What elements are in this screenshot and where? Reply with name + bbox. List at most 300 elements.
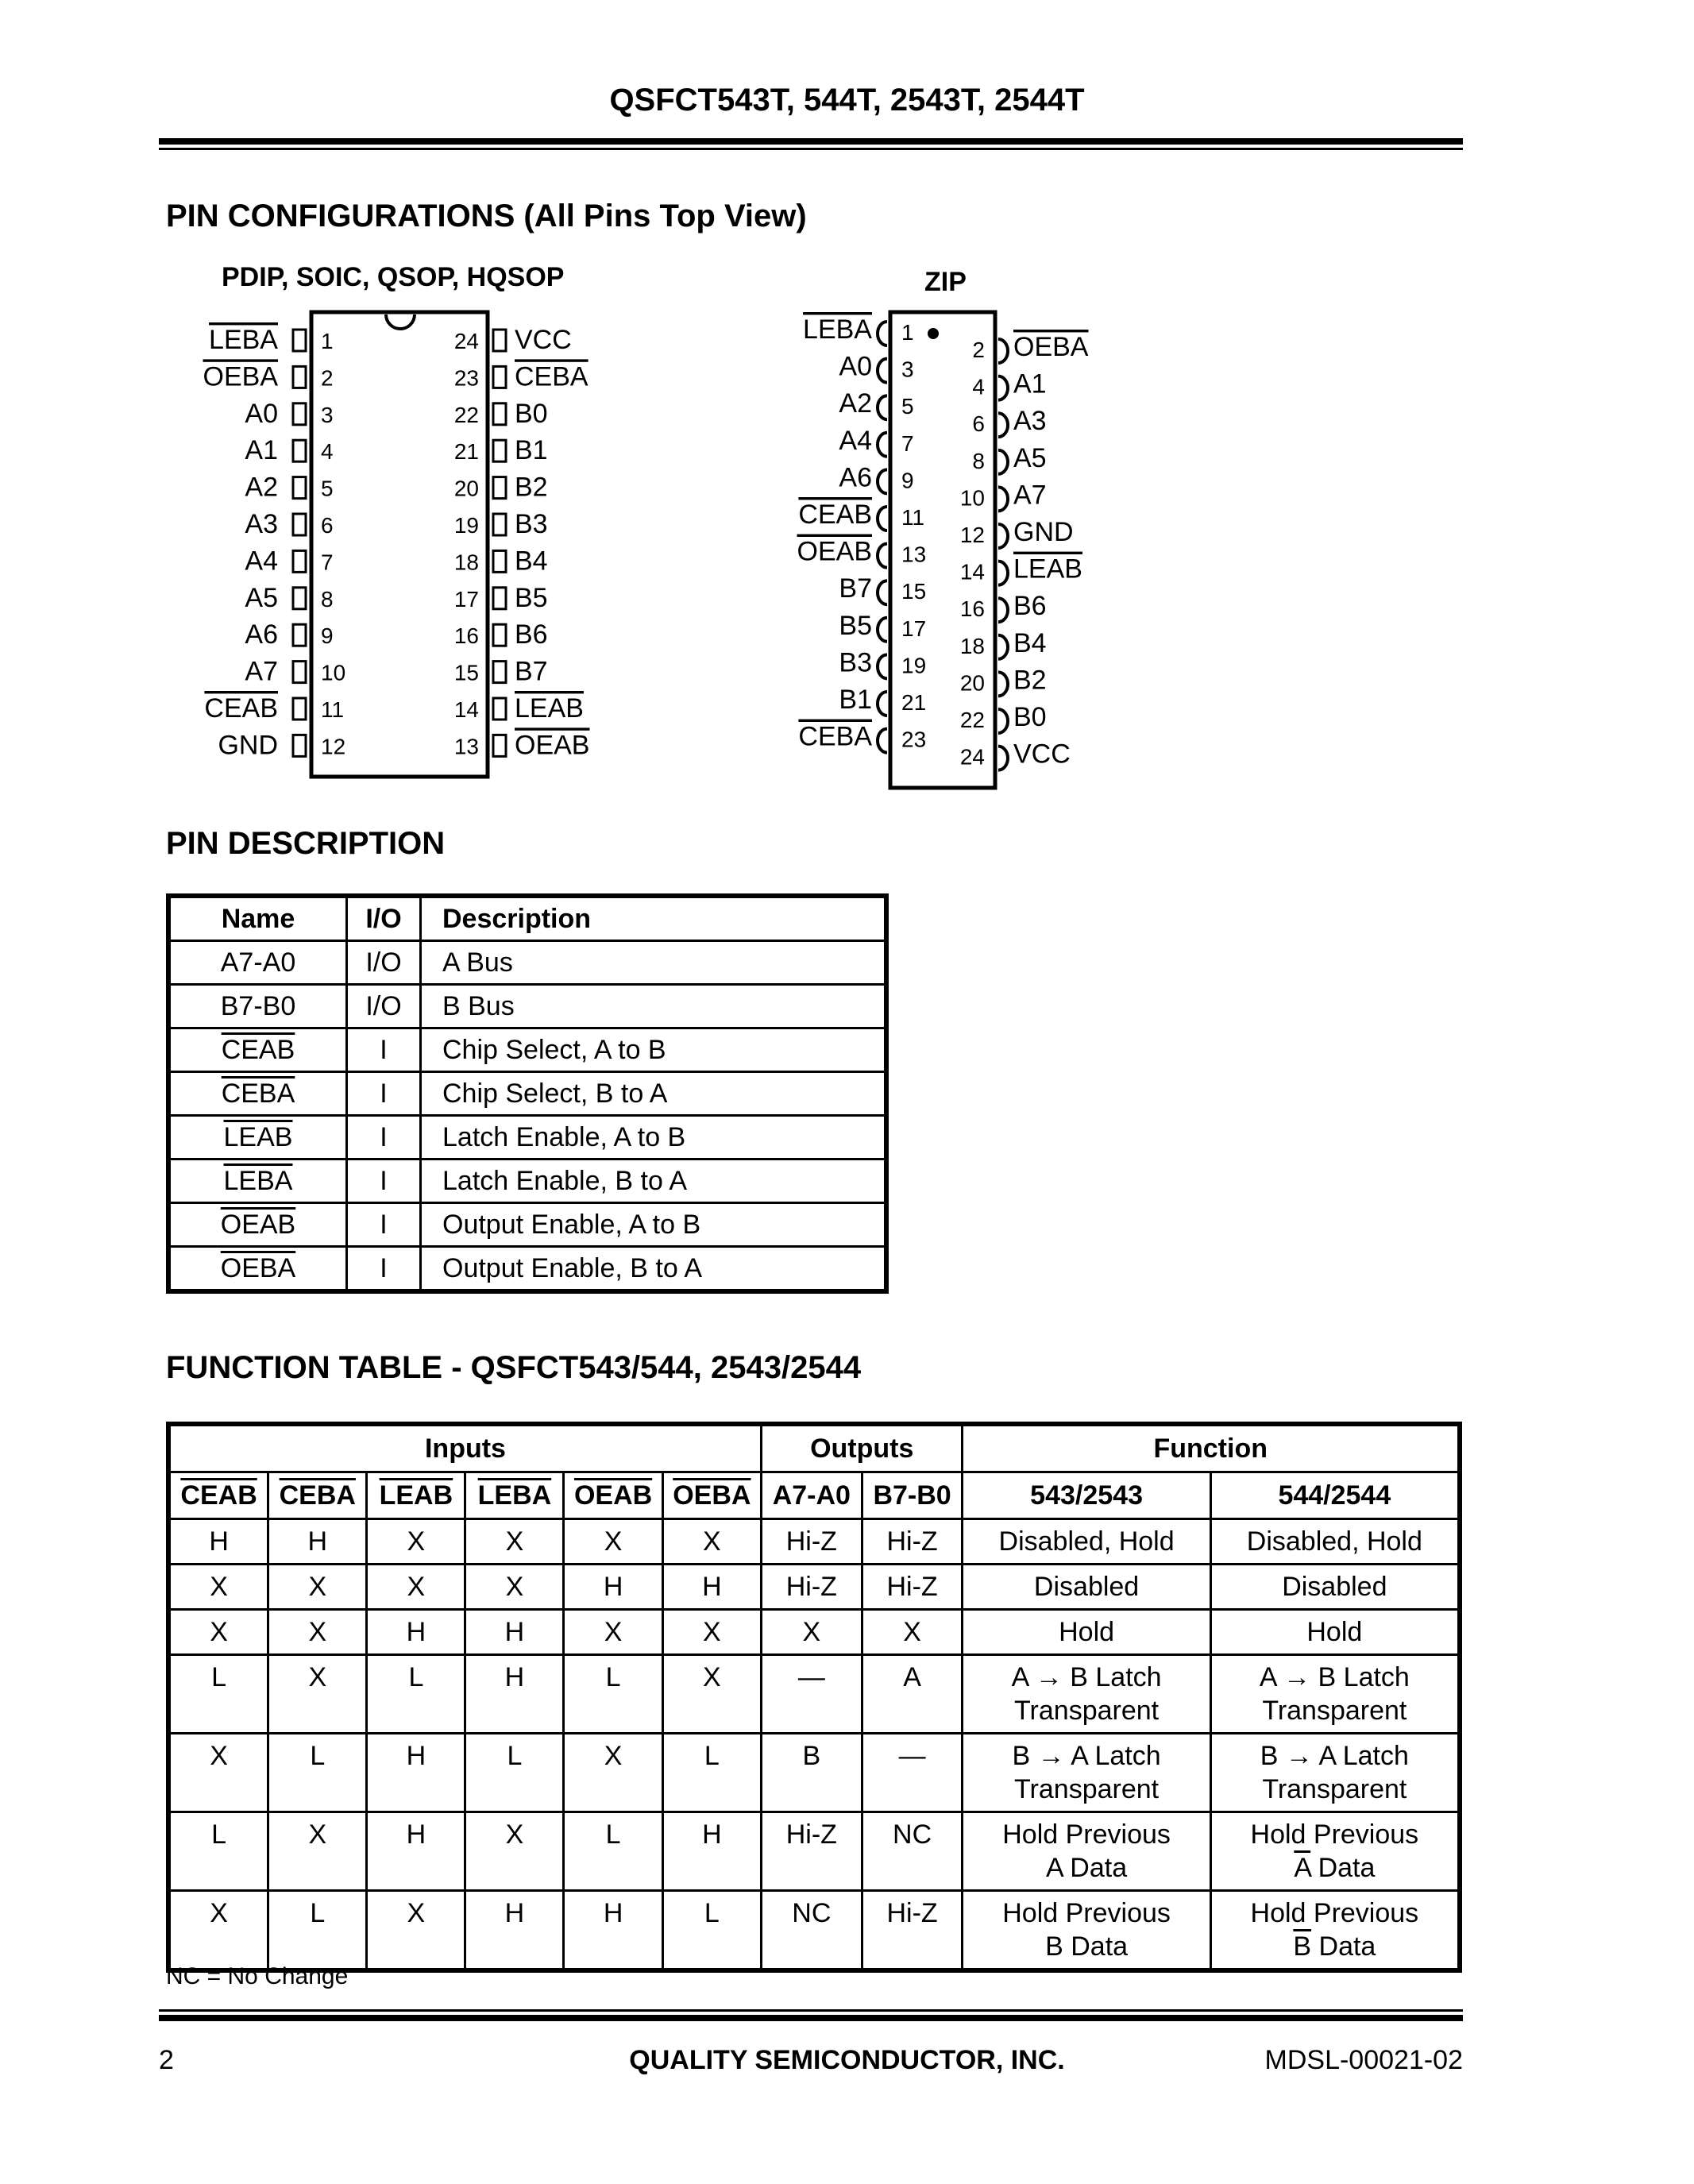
dip-pin-number: 17 [453, 586, 479, 612]
table-cell: L [168, 1655, 268, 1734]
function-line-1: Disabled [1282, 1572, 1387, 1602]
dip-pin-name: B2 [515, 472, 548, 503]
zip-package-label: ZIP [924, 267, 967, 297]
dip-pin-number: 2 [321, 365, 334, 391]
zip-pin-name: CEAB [798, 500, 872, 530]
document-id: MDSL-00021-02 [1264, 2045, 1463, 2075]
zip-pin-name: A4 [839, 425, 872, 456]
table-cell: H [564, 1891, 662, 1971]
table-cell: H [465, 1610, 564, 1655]
pin-io-cell: I/O [347, 941, 421, 985]
function-line-1: Hold Previous [1250, 1898, 1419, 1928]
table-cell: X [168, 1891, 268, 1971]
dip-pin-lead-icon [493, 550, 506, 572]
function-cell [963, 1610, 1210, 1655]
table-cell: X [761, 1610, 862, 1655]
table-cell: X [367, 1565, 465, 1610]
function-cell [963, 1812, 1210, 1891]
page-number: 2 [159, 2045, 174, 2075]
table-cell: Hi-Z [862, 1519, 963, 1565]
inverted-signal: $\overline{A}$ [1294, 1853, 1311, 1883]
dip-pin-lead-icon [293, 330, 306, 351]
zip-pin-number: 3 [901, 357, 914, 382]
dip-pin-number: 5 [321, 476, 334, 501]
function-line-1: Disabled, Hold [998, 1526, 1175, 1557]
table-cell: X [168, 1610, 268, 1655]
pin-description-cell: Output Enable, B to A [421, 1247, 887, 1292]
footer-rule-thin [159, 2009, 1463, 2012]
dip-pin-number: 9 [321, 623, 334, 649]
function-line-2: Transparent [1014, 1774, 1160, 1804]
table-cell: L [662, 1734, 761, 1812]
column-header: B7-B0 [862, 1472, 963, 1519]
table-row [168, 1734, 1460, 1812]
function-cell [1210, 1734, 1460, 1812]
table-cell: X [268, 1565, 367, 1610]
zip-pin-name: B6 [1013, 591, 1047, 622]
pin-description-cell: Chip Select, B to A [421, 1072, 887, 1116]
table-row [168, 1891, 1460, 1971]
zip-pin-name: A0 [839, 351, 872, 382]
zip-pin-number: 7 [901, 430, 914, 456]
zip-pin-name: OEAB [797, 536, 872, 567]
zip-pin-name: B7 [839, 573, 872, 604]
dip-pin-name: B6 [515, 619, 548, 650]
function-cell [963, 1655, 1210, 1734]
column-header: OEAB [564, 1472, 662, 1519]
table-cell: X [564, 1610, 662, 1655]
dip-pin-name: A0 [245, 398, 278, 429]
table-cell: X [564, 1734, 662, 1812]
dip-pin-lead-icon [293, 735, 306, 756]
dip-pin-name: B3 [515, 509, 548, 539]
function-cell [1210, 1519, 1460, 1565]
table-cell: L [564, 1812, 662, 1891]
zip-pin-name: CEBA [798, 721, 872, 752]
zip-pin-lead-icon [878, 729, 887, 753]
table-cell: H [465, 1655, 564, 1734]
dip-pin-number: 22 [453, 402, 479, 427]
function-line-1: Disabled [1033, 1572, 1140, 1602]
table-header-row [168, 896, 886, 941]
table-cell: Hi-Z [761, 1812, 862, 1891]
zip-pin-name: LEAB [1013, 554, 1082, 585]
table-cell: Hi-Z [761, 1519, 862, 1565]
dip-pin-number: 7 [321, 550, 334, 575]
pin-io-cell: I [347, 1028, 421, 1072]
table-row [168, 1565, 1460, 1610]
table-cell: L [465, 1734, 564, 1812]
zip-pin-number: 5 [901, 394, 914, 419]
table-cell: H [564, 1565, 662, 1610]
pin-io-cell: I [347, 1072, 421, 1116]
zip-pin-name: B2 [1013, 665, 1047, 696]
dip-pin-lead-icon [493, 366, 506, 388]
dip-pin-name: VCC [515, 325, 572, 355]
zip-pin-lead-icon [998, 635, 1008, 659]
zip-pin-number: 15 [901, 579, 927, 604]
function-cell [1210, 1610, 1460, 1655]
table-cell: H [268, 1519, 367, 1565]
dip-pin-lead-icon [493, 403, 506, 425]
dip-pin-name: OEBA [203, 361, 278, 392]
table-cell: L [367, 1655, 465, 1734]
pin-name-cell: OEBA [168, 1247, 347, 1292]
function-line-2: $\overline{A}$ Data [1294, 1853, 1376, 1883]
zip-pin-lead-icon [878, 544, 887, 568]
pin-description-cell: Chip Select, A to B [421, 1028, 887, 1072]
pin-name-cell: LEAB [168, 1116, 347, 1160]
dip-pin-lead-icon [293, 698, 306, 720]
column-header: CEAB [168, 1472, 268, 1519]
pin-name-cell: OEAB [168, 1203, 347, 1247]
dip-pin-name: LEAB [515, 693, 584, 723]
zip-pin-name: B4 [1013, 627, 1047, 658]
zip-pin-number: 23 [901, 727, 927, 752]
function-line-1: A → B Latch [1011, 1662, 1162, 1692]
footer-rule-thick [159, 2015, 1463, 2021]
table-cell: Hi-Z [761, 1565, 862, 1610]
zip-pin-number: 19 [901, 653, 927, 678]
zip-pin-lead-icon [878, 618, 887, 642]
pin-description-heading: PIN DESCRIPTION [166, 826, 446, 861]
table-cell: L [168, 1812, 268, 1891]
dip-pin-name: LEBA [209, 325, 278, 355]
pin1-dot-icon [928, 328, 939, 339]
zip-pin-lead-icon [998, 561, 1008, 585]
dip-pin-lead-icon [293, 403, 306, 425]
zip-pin-number: 1 [901, 320, 914, 345]
table-row [168, 1812, 1460, 1891]
zip-pin-lead-icon [998, 376, 1008, 400]
function-line-2: B Data [1045, 1931, 1129, 1962]
inputs-group-header: Inputs [168, 1424, 761, 1472]
pin-description-cell: B Bus [421, 985, 887, 1028]
table-cell: L [662, 1891, 761, 1971]
zip-pin-name: B0 [1013, 702, 1047, 732]
column-header: LEAB [367, 1472, 465, 1519]
dip-pin-lead-icon [493, 588, 506, 609]
zip-pin-name: A3 [1013, 406, 1047, 437]
zip-pin-lead-icon [878, 692, 887, 716]
table-cell: X [662, 1610, 761, 1655]
column-header: A7-A0 [761, 1472, 862, 1519]
zip-pin-number: 18 [959, 633, 985, 658]
dip-pin-number: 23 [453, 365, 479, 391]
col-description-header: Description [421, 896, 887, 941]
dip-pin-number: 8 [321, 586, 334, 612]
zip-pin-lead-icon [998, 672, 1008, 696]
dip-pin-number: 4 [321, 439, 334, 465]
table-row [168, 1610, 1460, 1655]
function-cell [1210, 1565, 1460, 1610]
dip-pin-name: A4 [245, 546, 278, 577]
pin-name-cell: A7-A0 [168, 941, 347, 985]
zip-pin-name: B5 [839, 610, 872, 641]
zip-pin-number: 20 [959, 670, 985, 696]
dip-pin-number: 10 [321, 660, 346, 685]
column-header: 543/2543 [963, 1472, 1210, 1519]
zip-pin-name: OEBA [1013, 332, 1089, 362]
zip-pin-lead-icon [998, 413, 1008, 437]
table-cell: X [862, 1610, 963, 1655]
table-cell: NC [761, 1891, 862, 1971]
pin-io-cell: I [347, 1247, 421, 1292]
zip-pin-lead-icon [878, 433, 887, 457]
function-cell [963, 1734, 1210, 1812]
zip-pin-lead-icon [998, 524, 1008, 548]
zip-pin-lead-icon [998, 339, 1008, 363]
dip-pin-number: 6 [321, 513, 334, 538]
page-header-title: QSFCT543T, 544T, 2543T, 2544T [609, 83, 1085, 118]
zip-pin-number: 2 [972, 338, 985, 362]
nc-note: NC = No Change [166, 1963, 349, 1989]
zip-pin-lead-icon [998, 747, 1008, 770]
dip-pin-lead-icon [293, 624, 306, 646]
dip-pin-lead-icon [493, 330, 506, 351]
dip-notch-icon [386, 314, 415, 329]
zip-pin-number: 13 [901, 542, 927, 567]
table-row [168, 1655, 1460, 1734]
dip-pin-number: 19 [453, 513, 479, 538]
table-cell: — [761, 1655, 862, 1734]
dip-pin-lead-icon [493, 514, 506, 535]
dip-pin-lead-icon [493, 698, 506, 720]
dip-pin-name: B0 [515, 398, 548, 429]
zip-pin-number: 6 [972, 411, 985, 437]
zip-pin-number: 24 [959, 744, 985, 770]
dip-pin-name: B4 [515, 546, 548, 577]
table-cell: X [564, 1519, 662, 1565]
table-cell: X [268, 1610, 367, 1655]
dip-pin-name: GND [218, 730, 278, 761]
table-cell: L [268, 1734, 367, 1812]
function-cell [1210, 1655, 1460, 1734]
dip-pin-number: 3 [321, 402, 334, 427]
table-row [168, 1203, 886, 1247]
zip-pin-lead-icon [878, 396, 887, 419]
function-line-1: B → A Latch [1012, 1741, 1161, 1771]
function-line-1: Hold Previous [1002, 1898, 1171, 1928]
dip-pin-lead-icon [493, 624, 506, 646]
column-header: CEBA [268, 1472, 367, 1519]
zip-pin-number: 8 [972, 448, 985, 473]
pin-io-cell: I [347, 1203, 421, 1247]
pin-io-cell: I/O [347, 985, 421, 1028]
function-cell [1210, 1812, 1460, 1891]
table-cell: X [367, 1891, 465, 1971]
zip-pin-number: 11 [901, 505, 925, 530]
table-cell: X [268, 1655, 367, 1734]
zip-package [797, 312, 1089, 788]
dip-pin-lead-icon [293, 440, 306, 461]
pin-name-cell: CEBA [168, 1072, 347, 1116]
table-cell: X [268, 1812, 367, 1891]
table-cell: Hi-Z [862, 1565, 963, 1610]
table-cell: H [367, 1812, 465, 1891]
pin-io-cell: I [347, 1116, 421, 1160]
col-name-header: Name [168, 896, 347, 941]
zip-pin-lead-icon [998, 709, 1008, 733]
function-line-2: Transparent [1262, 1696, 1407, 1726]
pin-io-cell: I [347, 1160, 421, 1203]
zip-pin-name: B1 [839, 685, 872, 715]
function-table [166, 1422, 1462, 1973]
table-cell: H [662, 1812, 761, 1891]
inverted-signal: $\overline{B}$ [1293, 1931, 1312, 1962]
dip-pin-name: B5 [515, 582, 548, 613]
table-cell: B [761, 1734, 862, 1812]
zip-pin-number: 21 [901, 690, 927, 715]
table-cell: H [367, 1734, 465, 1812]
dip-pin-number: 15 [453, 660, 479, 685]
table-cell: X [168, 1565, 268, 1610]
dip-pin-lead-icon [293, 662, 306, 683]
dip-pin-number: 18 [453, 550, 479, 575]
function-table-heading: FUNCTION TABLE - QSFCT543/544, 2543/2544 [166, 1350, 862, 1385]
table-cell: X [662, 1519, 761, 1565]
dip-pin-name: B7 [515, 656, 548, 687]
zip-pin-number: 10 [959, 485, 985, 511]
zip-pin-name: LEBA [803, 314, 872, 345]
outputs-group-header: Outputs [761, 1424, 963, 1472]
table-row [168, 1028, 886, 1072]
zip-pin-lead-icon [878, 507, 887, 531]
zip-pin-name: A1 [1013, 369, 1047, 399]
zip-pin-name: VCC [1013, 739, 1071, 770]
table-row [168, 1072, 886, 1116]
table-row [168, 1116, 886, 1160]
zip-pin-number: 4 [972, 374, 985, 399]
table-row [168, 1519, 1460, 1565]
table-cell: L [268, 1891, 367, 1971]
pin-diagram [0, 0, 1694, 842]
table-cell: X [465, 1812, 564, 1891]
column-header-row [168, 1472, 1460, 1519]
col-io-header: I/O [347, 896, 421, 941]
pin-name-cell: LEBA [168, 1160, 347, 1203]
dip-pin-number: 1 [321, 329, 334, 353]
dip-pin-lead-icon [493, 735, 506, 756]
function-line-1: Hold [1306, 1617, 1363, 1647]
zip-pin-lead-icon [998, 598, 1008, 622]
zip-pin-lead-icon [878, 469, 887, 493]
zip-pin-name: A7 [1013, 480, 1047, 511]
function-line-1: Hold Previous [1002, 1819, 1171, 1850]
zip-pin-name: A5 [1013, 442, 1047, 473]
dip-pin-lead-icon [493, 440, 506, 461]
zip-pin-number: 9 [901, 468, 914, 493]
dip-pin-number: 14 [453, 697, 479, 722]
table-cell: NC [862, 1812, 963, 1891]
dip-pin-lead-icon [293, 514, 306, 535]
column-header: 544/2544 [1210, 1472, 1460, 1519]
zip-pin-number: 12 [959, 523, 985, 547]
table-cell: Hi-Z [862, 1891, 963, 1971]
dip-pin-name: A1 [245, 435, 278, 466]
function-cell [1210, 1891, 1460, 1971]
table-row [168, 985, 886, 1028]
function-line-2: Transparent [1262, 1774, 1407, 1804]
dip-package [203, 312, 590, 777]
dip-pin-lead-icon [293, 366, 306, 388]
zip-pin-lead-icon [878, 322, 887, 345]
dip-pin-lead-icon [293, 550, 306, 572]
dip-pin-name: CEAB [204, 693, 278, 723]
dip-pin-name: A2 [245, 472, 278, 503]
zip-pin-number: 17 [901, 615, 927, 641]
table-row [168, 1247, 886, 1292]
table-cell: X [367, 1519, 465, 1565]
dip-pin-name: B1 [515, 435, 548, 466]
dip-package-label: PDIP, SOIC, QSOP, HQSOP [222, 262, 565, 292]
zip-pin-name: A2 [839, 388, 872, 419]
zip-pin-lead-icon [998, 487, 1008, 511]
pin-description-table [166, 893, 889, 1294]
pin-name-cell: B7-B0 [168, 985, 347, 1028]
dip-pin-number: 16 [453, 623, 479, 649]
function-cell [963, 1519, 1210, 1565]
table-cell: H [168, 1519, 268, 1565]
dip-pin-number: 21 [453, 439, 479, 465]
function-cell [963, 1891, 1210, 1971]
dip-pin-number: 24 [453, 329, 479, 353]
dip-pin-number: 13 [453, 734, 479, 759]
dip-pin-number: 12 [321, 734, 346, 759]
table-row [168, 1160, 886, 1203]
column-header: OEBA [662, 1472, 761, 1519]
dip-pin-name: A7 [245, 656, 278, 687]
dip-pin-lead-icon [293, 477, 306, 499]
company-name: QUALITY SEMICONDUCTOR, INC. [629, 2045, 1065, 2075]
column-header: LEBA [465, 1472, 564, 1519]
function-line-1: Hold [1059, 1617, 1115, 1647]
pin-description-cell: A Bus [421, 941, 887, 985]
pin-description-cell: Output Enable, A to B [421, 1203, 887, 1247]
dip-pin-name: A3 [245, 509, 278, 539]
table-cell: X [465, 1565, 564, 1610]
table-cell: H [367, 1610, 465, 1655]
dip-pin-name: A5 [245, 582, 278, 613]
function-cell [963, 1565, 1210, 1610]
function-line-1: A → B Latch [1259, 1662, 1410, 1692]
table-cell: L [564, 1655, 662, 1734]
function-line-1: Hold Previous [1250, 1819, 1419, 1850]
zip-pin-name: B3 [839, 647, 872, 678]
zip-pin-lead-icon [878, 581, 887, 604]
table-cell: X [465, 1519, 564, 1565]
table-cell: X [168, 1734, 268, 1812]
zip-pin-lead-icon [878, 359, 887, 383]
dip-pin-lead-icon [293, 588, 306, 609]
pin-description-cell: Latch Enable, A to B [421, 1116, 887, 1160]
table-cell: — [862, 1734, 963, 1812]
dip-pin-number: 20 [453, 476, 479, 501]
table-cell: H [465, 1891, 564, 1971]
table-cell: A [862, 1655, 963, 1734]
zip-pin-number: 22 [959, 708, 985, 732]
dip-pin-name: A6 [245, 619, 278, 650]
function-line-2: Transparent [1014, 1696, 1160, 1726]
function-group-header: Function [963, 1424, 1460, 1472]
pin-name-cell: CEAB [168, 1028, 347, 1072]
table-cell: H [662, 1565, 761, 1610]
dip-pin-name: OEAB [515, 730, 590, 761]
dip-pin-name: CEBA [515, 361, 588, 392]
function-line-2: A Data [1046, 1853, 1128, 1883]
dip-pin-number: 11 [321, 697, 345, 722]
dip-pin-lead-icon [493, 662, 506, 683]
